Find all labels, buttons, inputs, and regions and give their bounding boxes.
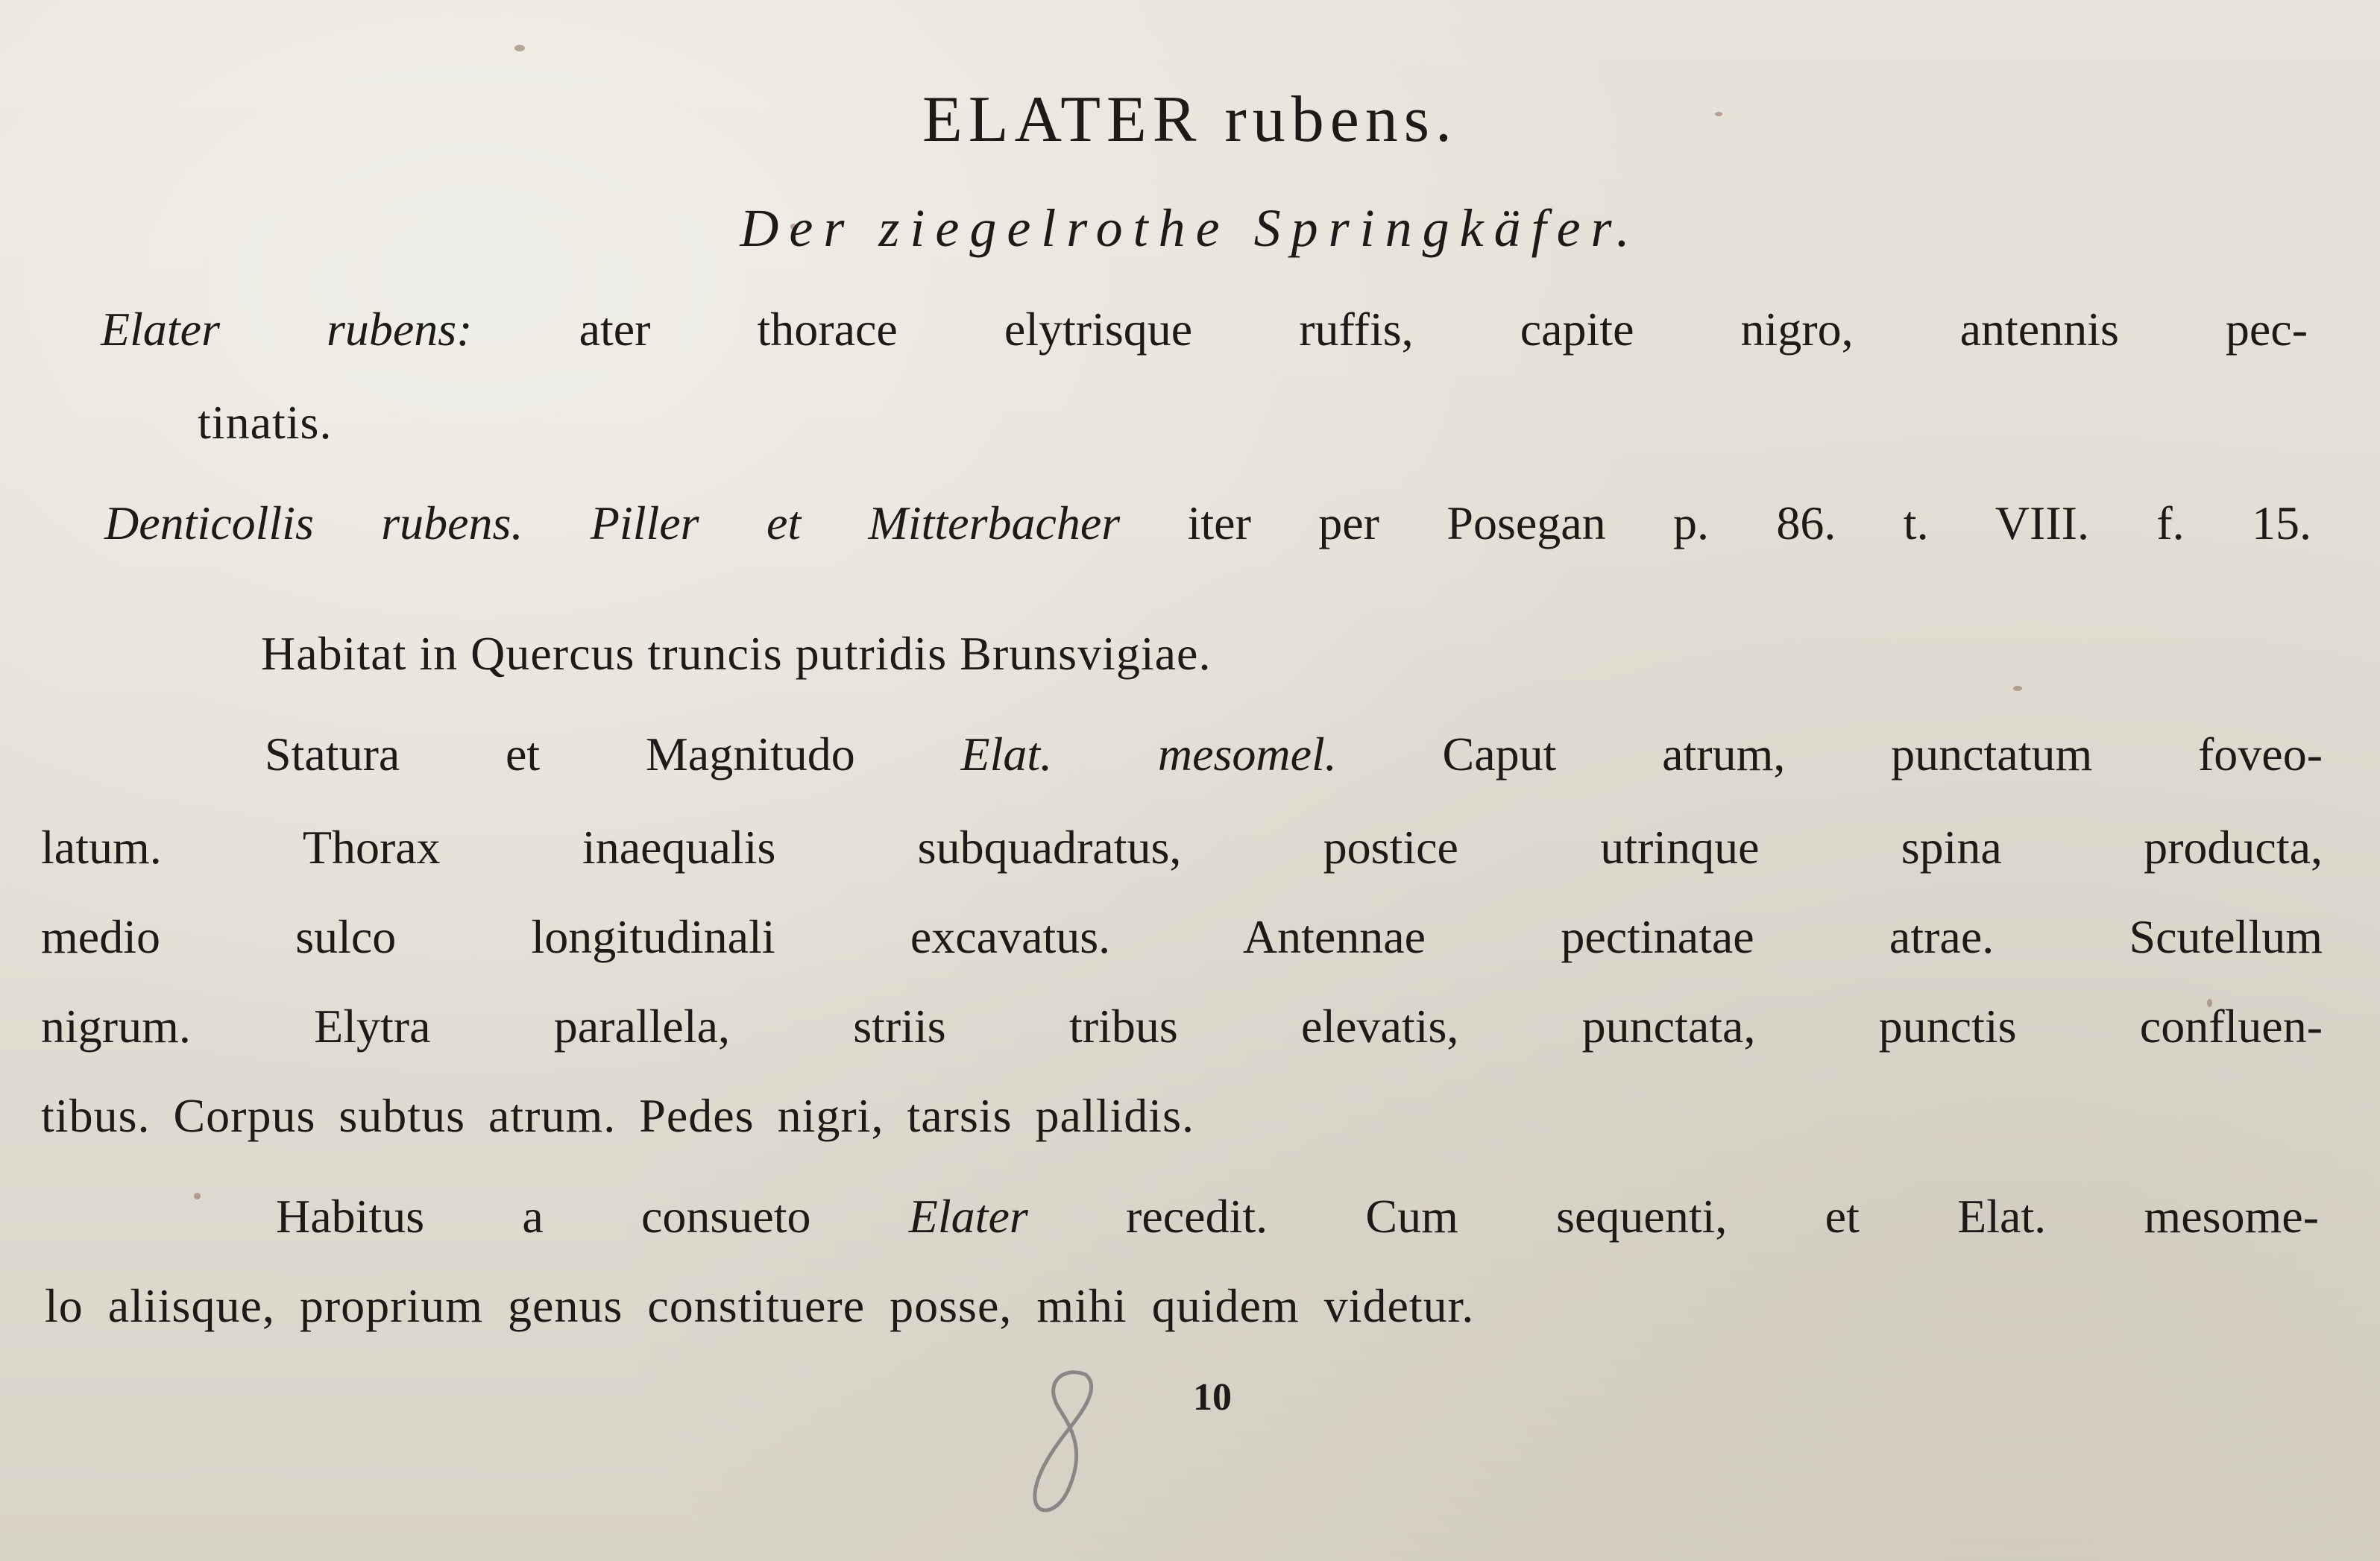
description-line-3: medio sulco longitudinali excavatus. Antennae pectinatae atrae. Scutellum xyxy=(41,910,2323,963)
description-line-2: latum. Thorax inaequalis subquadratus, postice utrinque spina producta, xyxy=(41,821,2323,874)
remark-line-2: lo aliisque, proprium genus constituere posse, mihi quidem videtur. xyxy=(45,1279,1475,1332)
page-title: ELATER rubens. xyxy=(922,83,1458,156)
synonym-name: Denticollis rubens. Piller et Mitterbacher xyxy=(104,496,1121,549)
diagnosis-text: ater thorace elytrisque ruffis, capite nigro, antennis pec- xyxy=(579,303,2308,356)
page-number: 10 xyxy=(1193,1376,1232,1419)
paper-speck xyxy=(514,45,525,51)
diagnosis-species-name: Elater rubens: xyxy=(101,303,473,356)
page-subtitle: Der ziegelrothe Springkäfer. xyxy=(740,198,1640,258)
remark-genus-name: Elater xyxy=(908,1190,1028,1243)
habitat-text: Habitat in Quercus truncis putridis Brunsvigiae. xyxy=(261,627,1212,680)
remark-line-1 xyxy=(276,1190,2320,1243)
diagnosis-line-2: tinatis. xyxy=(198,396,333,449)
description-line-5: tibus. Corpus subtus atrum. Pedes nigri, tarsis pallidis. xyxy=(41,1089,1194,1142)
handwritten-pencil-mark xyxy=(1014,1364,1118,1528)
paper-speck xyxy=(2013,686,2022,691)
description-line-4: nigrum. Elytra parallela, striis tribus elevatis, punctata, punctis confluen- xyxy=(41,1000,2323,1053)
description-text: Statura et Magnitudo xyxy=(265,728,855,780)
description-line-1 xyxy=(265,728,2323,780)
paper-speck xyxy=(194,1193,201,1199)
diagnosis-line-1 xyxy=(101,303,2308,356)
remark-text: Habitus a consueto xyxy=(276,1190,811,1243)
remark-text: recedit. Cum sequenti, et Elat. mesome- xyxy=(1126,1190,2320,1243)
description-comparison-species: Elat. mesomel. xyxy=(960,728,1337,780)
description-text: Caput atrum, punctatum foveo- xyxy=(1442,728,2323,780)
synonym-line xyxy=(104,496,2312,549)
synonym-reference: iter per Posegan p. 86. t. VIII. f. 15. xyxy=(1187,496,2312,549)
